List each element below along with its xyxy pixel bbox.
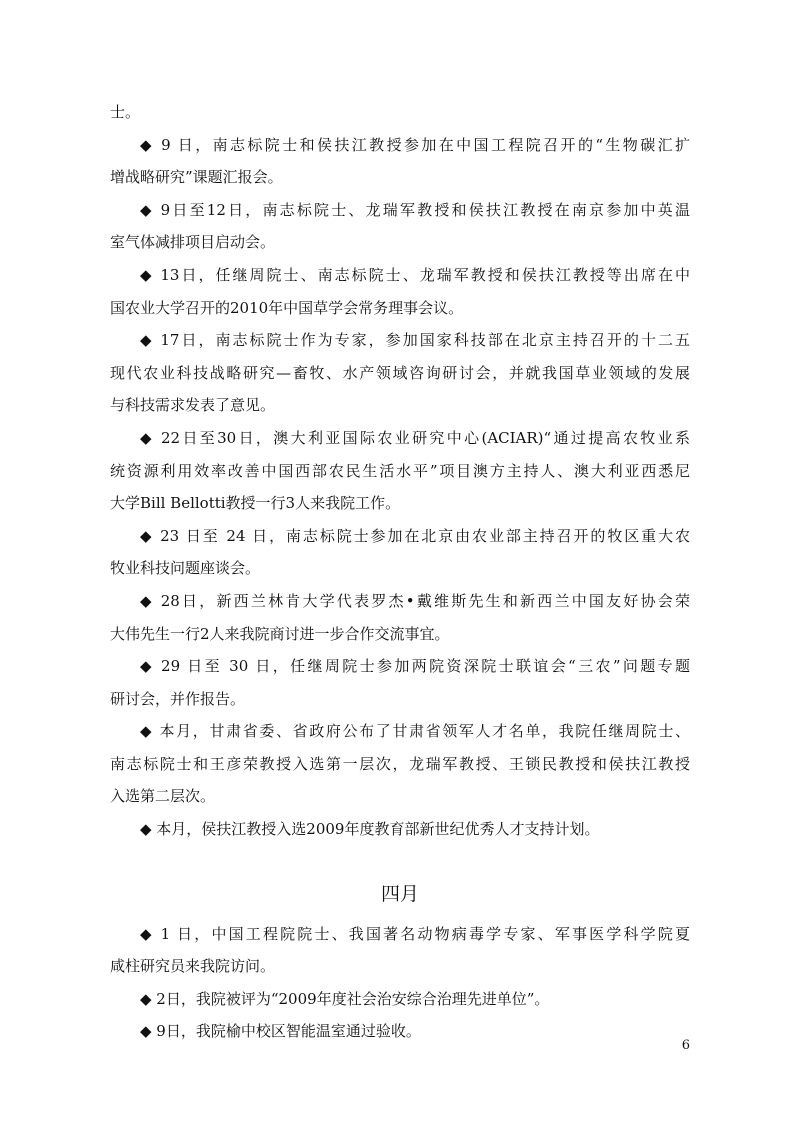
document-page [110,96,690,1048]
section-title-april: 四月 [380,882,419,905]
text-line: ◆ 本月，甘肃省委、省政府公布了甘肃省领军人才名单，我院任继周院士、 [140,722,690,741]
text-line: ◆ 22日至30日，澳大利亚国际农业研究中心(ACIAR)“通过提高农牧业系 [140,428,690,447]
text-line: ◆ 本月，侯扶江教授入选2009年度教育部新世纪优秀人才支持计划。 [140,820,600,839]
text-line: ◆ 2日，我院被评为“2009年度社会治安综合治理先进单位”。 [140,989,550,1008]
text-line: ◆ 9日至12日，南志标院士、龙瑞军教授和侯扶江教授在南京参加中英温 [140,200,690,219]
text-line: 大学Bill Bellotti教授一行3人来我院工作。 [110,494,401,513]
text-line: ◆ 1 日，中国工程院院士、我国著名动物病毒学专家、军事医学科学院夏 [140,924,690,943]
text-line: 室气体减排项目启动会。 [110,233,276,252]
text-line: ◆ 28日，新西兰林肯大学代表罗杰•戴维斯先生和新西兰中国友好协会荣 [140,591,690,610]
text-line: 现代农业科技战略研究—畜牧、水产领域咨询研讨会，并就我国草业领域的发展 [110,363,690,382]
text-line: 南志标院士和王彦荣教授入选第一层次，龙瑞军教授、王锁民教授和侯扶江教授 [110,754,690,773]
text-line: ◆ 9日，我院榆中校区智能温室通过验收。 [140,1022,421,1041]
text-line: 增战略研究”课题汇报会。 [110,168,283,187]
text-line: 咸柱研究员来我院访问。 [110,957,276,976]
text-line: 与科技需求发表了意见。 [110,396,276,415]
page-number: 6 [681,1038,690,1053]
text-line: ◆ 29 日至 30 日，任继周院士参加两院资深院士联谊会“三农”问题专题 [140,657,690,676]
text-line: 国农业大学召开的2010年中国草学会常务理事会议。 [110,298,464,317]
text-line: ◆ 17日，南志标院士作为专家，参加国家科技部在北京主持召开的十二五 [140,331,690,350]
text-line: 士。 [110,103,141,121]
text-line: 研讨会，并作报告。 [110,689,246,708]
march-section [110,96,690,846]
text-line: ◆ 13日，任继周院士、南志标院士、龙瑞军教授和侯扶江教授等出席在中 [140,265,690,284]
text-line: 统资源利用效率改善中国西部农民生活水平”项目澳方主持人、澳大利亚西悉尼 [110,461,690,480]
text-line: ◆ 23 日至 24 日，南志标院士参加在北京由农业部主持召开的牧区重大农 [140,526,690,545]
text-line: 牧业科技问题座谈会。 [110,559,261,578]
text-line: 入选第二层次。 [110,787,216,806]
april-section [110,918,690,1048]
text-line: 大伟先生一行2人来我院商讨进一步合作交流事宜。 [110,624,450,643]
text-line: ◆ 9 日，南志标院士和侯扶江教授参加在中国工程院召开的“生物碳汇扩 [140,135,690,154]
